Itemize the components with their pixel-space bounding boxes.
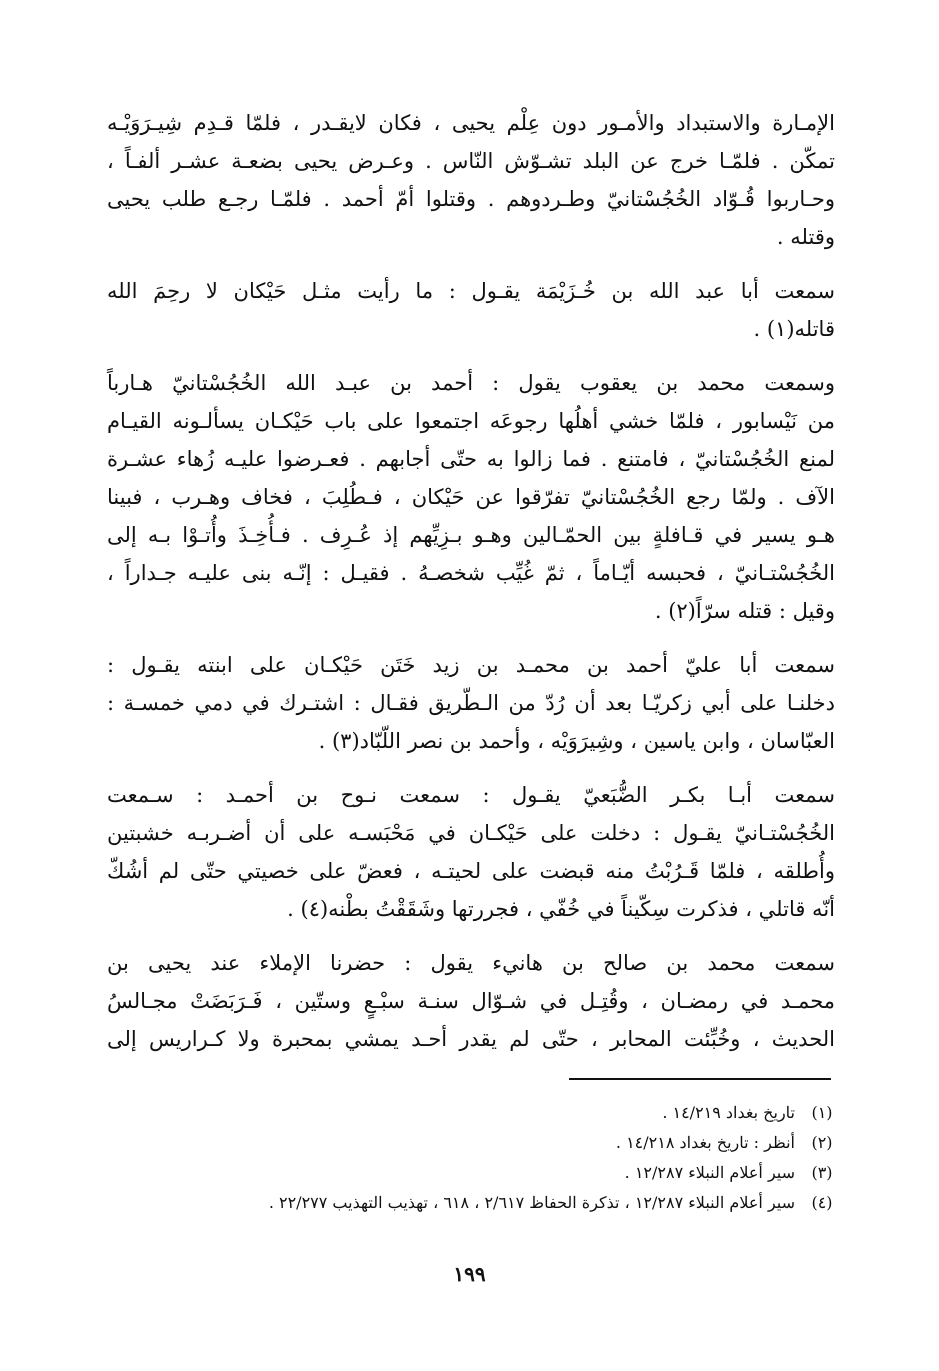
text-line: تمكّن . فلمّـا خرج عن البلد تشـوّش النّاس . وعـرض يحيى بضعـة عشـر ألفـاً ، <box>107 149 835 173</box>
text-line: دخلنـا على أبي زكريّـا بعد أن رُدّ من الـطّريق فقـال : اشتـرك في دمي خمسـة : <box>107 691 835 715</box>
footnote-divider <box>569 1078 831 1080</box>
footnote-text: أنظر : تاريخ بغداد ١٤/٢١٨ . <box>615 1133 795 1152</box>
text-line: وسمعت محمد بن يعقوب يقول : أحمد بن عبـد الله الخُجُسْتانيّ هـارباً <box>107 371 835 395</box>
text-line: الإمـارة والاستبداد والأمـور دون عِلْم يحيى ، فكان لايقـدر ، فلمّا قـدِم شِيـرَوَيْـه <box>107 111 835 135</box>
text-line: وحـاربوا قُـوّاد الخُجُسْتانيّ وطـردوهم . وقتلوا أمّ أحمد . فلمّـا رجـع طلب يحيى <box>107 187 835 211</box>
paragraph <box>107 646 835 760</box>
text-line: الحديث ، وخُبِّئت المحابر ، حتّى لم يقدر أحـد يمشي بمحبرة ولا كـراريس إلى <box>107 1027 835 1051</box>
text-line: العبّاسان ، وابن ياسين ، وشِيرَوَيْه ، وأحمد بن نصر اللّبّاد(٣) . <box>318 729 835 753</box>
text-line: لمنع الخُجُسْتانيّ ، فامتنع . فما زالوا به حتّى أجابهم . فعـرضوا عليـه زُهاء عشـرة <box>107 447 835 471</box>
text-line: سمعت أبا عبد الله بن خُـزَيْمَة يقـول : ما رأيت مثـل حَيْكان لا رحِمَ الله <box>107 279 835 303</box>
text-line: وقيل : قتله سرّاً(٢) . <box>654 599 835 623</box>
footnote-text: تاريخ بغداد ١٤/٢١٩ . <box>662 1103 795 1122</box>
text-line: سمعت محمد بن صالح بن هانيء يقول : حضرنا الإملاء عند يحيى بن <box>107 951 835 975</box>
footnote-number: (٣) <box>811 1163 833 1182</box>
text-line: من نَيْسابور ، فلمّا خشي أهلُها رجوعَه اجتمعوا على باب حَيْكـان يسألـونه القيـام <box>107 409 835 433</box>
footnote-number: (٤) <box>811 1193 833 1212</box>
footnote <box>99 1098 839 1128</box>
main-text <box>107 104 835 1074</box>
paragraph <box>107 776 835 928</box>
footnote-text: سير أعلام النبلاء ١٢/٢٨٧ . <box>624 1163 795 1182</box>
footnote-number: (١) <box>811 1103 833 1122</box>
footnotes <box>99 1098 839 1218</box>
footnote-text: سير أعلام النبلاء ١٢/٢٨٧ ، تذكرة الحفاظ ٢/٦١٧ ، ٦١٨ ، تهذيب التهذيب ٢٢/٢٧٧ . <box>268 1193 795 1212</box>
paragraph <box>107 944 835 1058</box>
footnote-number: (٢) <box>811 1133 833 1152</box>
text-line: الخُجُسْتـانيّ ، فحبسه أيّـاماً ، ثمّ غُيِّب شخصـهُ . فقيـل : إنّـه بنى عليـه جـداراً ، <box>107 561 835 585</box>
paragraph <box>107 272 835 348</box>
paragraph <box>107 104 835 256</box>
footnote <box>99 1188 839 1218</box>
text-line: وقتله . <box>776 225 835 249</box>
text-line: وأُطلقه ، فلمّا قَـرُبْتُ منه قبضت على لحيتـه ، فعضّ على خصيتي حتّى لم أشُكّ <box>107 859 835 883</box>
text-line: الآف . ولمّا رجع الخُجُسْتانيّ تفرّقوا عن حَيْكان ، فـطُلِبَ ، فخاف وهـرب ، فبينا <box>107 485 835 509</box>
text-line: هـو يسير في قـافلةٍ بين الحمّـالين وهـو بـزِيِّهم إذ عُـرِف . فـأُخِـذَ وأُتـوْا بـه إلى <box>107 523 835 547</box>
text-line: قاتله(١) . <box>753 317 835 341</box>
text-line: سمعت أبـا بكـر الضُّبَعيّ يقـول : سمعت نـوح بن أحمـد : سـمعت <box>107 783 835 807</box>
paragraph <box>107 364 835 630</box>
footnote <box>99 1158 839 1188</box>
text-line: الخُجُسْتـانيّ يقـول : دخلت على حَيْكـان في مَحْبَسـه على أن أضـربـه خشبتين <box>107 821 835 845</box>
footnote <box>99 1128 839 1158</box>
page-number: ١٩٩ <box>453 1262 486 1286</box>
text-line: أنّه قاتلي ، فذكرت سِكّيناً في خُفّي ، فجررتها وشَقَقْتُ بطْنه(٤) . <box>287 897 835 921</box>
text-line: سمعت أبا عليّ أحمد بن محمـد بن زيد خَتَن حَيْكـان على ابنته يقـول : <box>107 653 835 677</box>
text-line: محمـد في رمضـان ، وقُتِـل في شـوّال سنـة سبْـعٍ وستّين ، فَـرَبَضَتْ مجـالسُ <box>107 989 835 1013</box>
